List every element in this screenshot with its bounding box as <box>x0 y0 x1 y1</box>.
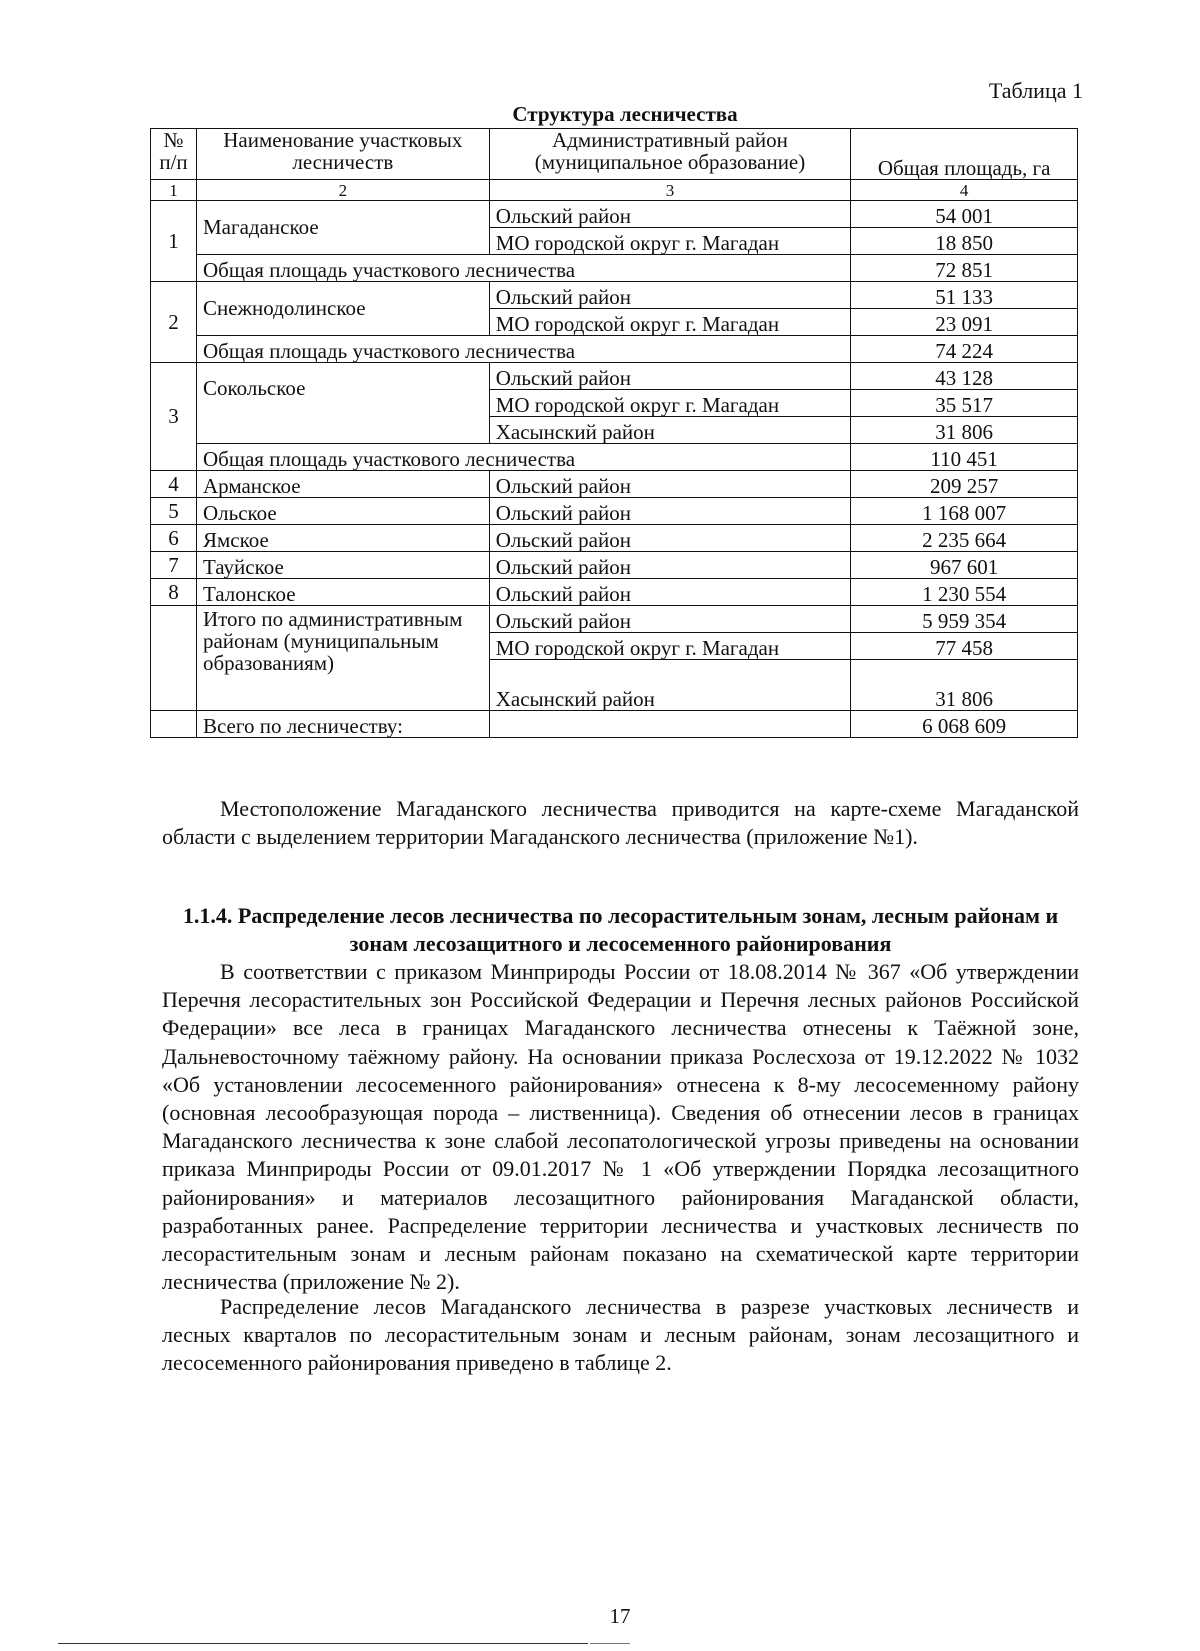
table-row <box>151 471 1078 498</box>
area-cell: 54 001 <box>851 201 1078 228</box>
header-area: Общая площадь, га <box>851 129 1078 180</box>
subtotal-area: 72 851 <box>851 255 1078 282</box>
table-row <box>151 552 1078 579</box>
page-number: 17 <box>609 1604 631 1628</box>
forestry-name: Магаданское <box>196 201 489 255</box>
grand-total-label: Всего по лесничеству: <box>196 711 489 738</box>
forestry-name: Снежнодолинское <box>196 282 489 336</box>
footer-rule-short <box>590 1643 630 1644</box>
forestry-structure-table <box>150 128 1078 738</box>
district-cell: Хасынский район <box>489 417 851 444</box>
header-district: Административный район (муниципальное образование) <box>489 129 851 180</box>
forestry-name: Ольское <box>196 498 489 525</box>
subtotal-label: Общая площадь участкового лесничества <box>196 336 850 363</box>
forestry-name: Сокольское <box>196 363 489 444</box>
row-number: 1 <box>151 201 197 282</box>
header-num: № п/п <box>151 129 197 180</box>
district-cell: МО городской округ г. Магадан <box>489 633 851 660</box>
row-number-empty <box>151 606 197 711</box>
row-number: 7 <box>151 552 197 579</box>
table-row <box>151 363 1078 390</box>
area-cell: 35 517 <box>851 390 1078 417</box>
table-row <box>151 201 1078 228</box>
district-cell: МО городской округ г. Магадан <box>489 309 851 336</box>
row-number: 4 <box>151 471 197 498</box>
area-cell: 23 091 <box>851 309 1078 336</box>
area-cell: 209 257 <box>851 471 1078 498</box>
table-label: Таблица 1 <box>988 78 1083 103</box>
row-number: 3 <box>151 363 197 471</box>
district-cell: Ольский район <box>489 282 851 309</box>
paragraph-distribution: Распределение лесов Магаданского лесничества в разрезе участковых лесничеств и лесных кварталов по лесорастительным зонам и лесным районам, зонам лесозащитного и лесосеменного районирования приведено в таблице 2. <box>162 1294 1079 1376</box>
header-name: Наименование участковых лесничеств <box>196 129 489 180</box>
forestry-name: Арманское <box>196 471 489 498</box>
district-cell: Ольский район <box>489 471 851 498</box>
subtotal-area: 110 451 <box>851 444 1078 471</box>
table-row <box>151 498 1078 525</box>
row-number: 6 <box>151 525 197 552</box>
district-cell: МО городской округ г. Магадан <box>489 228 851 255</box>
subtotal-label: Общая площадь участкового лесничества <box>196 255 850 282</box>
subtotal-row <box>151 336 1078 363</box>
column-number-row <box>151 180 1078 201</box>
area-cell: 51 133 <box>851 282 1078 309</box>
district-cell: Ольский район <box>489 525 851 552</box>
row-number: 5 <box>151 498 197 525</box>
subtotal-label: Общая площадь участкового лесничества <box>196 444 850 471</box>
table-title: Структура лесничества <box>512 102 738 126</box>
table-row <box>151 282 1078 309</box>
district-cell: Ольский район <box>489 201 851 228</box>
area-cell: 2 235 664 <box>851 525 1078 552</box>
area-cell: 77 458 <box>851 633 1078 660</box>
row-number-empty <box>151 711 197 738</box>
subtotal-area: 74 224 <box>851 336 1078 363</box>
area-cell: 5 959 354 <box>851 606 1078 633</box>
subtotal-row <box>151 444 1078 471</box>
area-cell: 1 168 007 <box>851 498 1078 525</box>
row-number: 8 <box>151 579 197 606</box>
subtotal-row <box>151 255 1078 282</box>
forestry-name: Ямское <box>196 525 489 552</box>
area-cell: 31 806 <box>851 660 1078 711</box>
area-cell: 31 806 <box>851 417 1078 444</box>
paragraph-zones: В соответствии с приказом Минприроды России от 18.08.2014 № 367 «Об утверждении Перечня лесорастительных зон Российской Федерации и Перечня лесных районов Российской Федерации» все леса в границах Магаданского лесничества отнесены к Таёжной зоне, Дальневосточному таёжному району. На основании приказа Рослесхоза от 19.12.2022 № 1032 «Об установлении лесосеменного районирования» отнесена к 8-му лесосеменному району (основная лесообразующая порода – лиственница). Сведения об отнесении лесов в границах Магаданского лесничества к зоне слабой лесопатологической угрозы приведены на основании приказа Минприроды России от 09.01.2017 № 1 «Об утверждении Порядка лесозащитного районирования» и материалов лесозащитного районирования Магаданской области, разработанных ранее. Распределение территории лесничества и участковых лесничеств по лесорастительным зонам и лесным районам показано на схематической карте территории лесничества (приложение № 2). <box>162 959 1079 1295</box>
totals-label: Итого по административным районам (муниципальным образованиям) <box>196 606 489 711</box>
column-number: 4 <box>851 180 1078 201</box>
section-heading: 1.1.4. Распределение лесов лесничества по лесорастительным зонам, лесным районам и зонам лесозащитного и лесосеменного районирования <box>182 903 1059 956</box>
table-row <box>151 525 1078 552</box>
footer-rule <box>58 1643 588 1644</box>
area-cell: 967 601 <box>851 552 1078 579</box>
district-cell: Ольский район <box>489 552 851 579</box>
forestry-name: Талонское <box>196 579 489 606</box>
district-cell: МО городской округ г. Магадан <box>489 390 851 417</box>
grand-total-row <box>151 711 1078 738</box>
district-cell-empty <box>489 711 851 738</box>
grand-total-area: 6 068 609 <box>851 711 1078 738</box>
district-cell: Ольский район <box>489 579 851 606</box>
area-cell: 1 230 554 <box>851 579 1078 606</box>
district-cell: Ольский район <box>489 363 851 390</box>
paragraph-location: Местоположение Магаданского лесничества приводится на карте-схеме Магаданской области с выделением территории Магаданского лесничества (приложение №1). <box>162 796 1079 850</box>
area-cell: 43 128 <box>851 363 1078 390</box>
row-number: 2 <box>151 282 197 363</box>
district-cell: Хасынский район <box>489 660 851 711</box>
column-number: 3 <box>489 180 851 201</box>
column-number: 1 <box>151 180 197 201</box>
totals-row <box>151 606 1078 633</box>
table-header-row <box>151 129 1078 180</box>
area-cell: 18 850 <box>851 228 1078 255</box>
column-number: 2 <box>196 180 489 201</box>
forestry-name: Тауйское <box>196 552 489 579</box>
district-cell: Ольский район <box>489 606 851 633</box>
district-cell: Ольский район <box>489 498 851 525</box>
table-row <box>151 579 1078 606</box>
